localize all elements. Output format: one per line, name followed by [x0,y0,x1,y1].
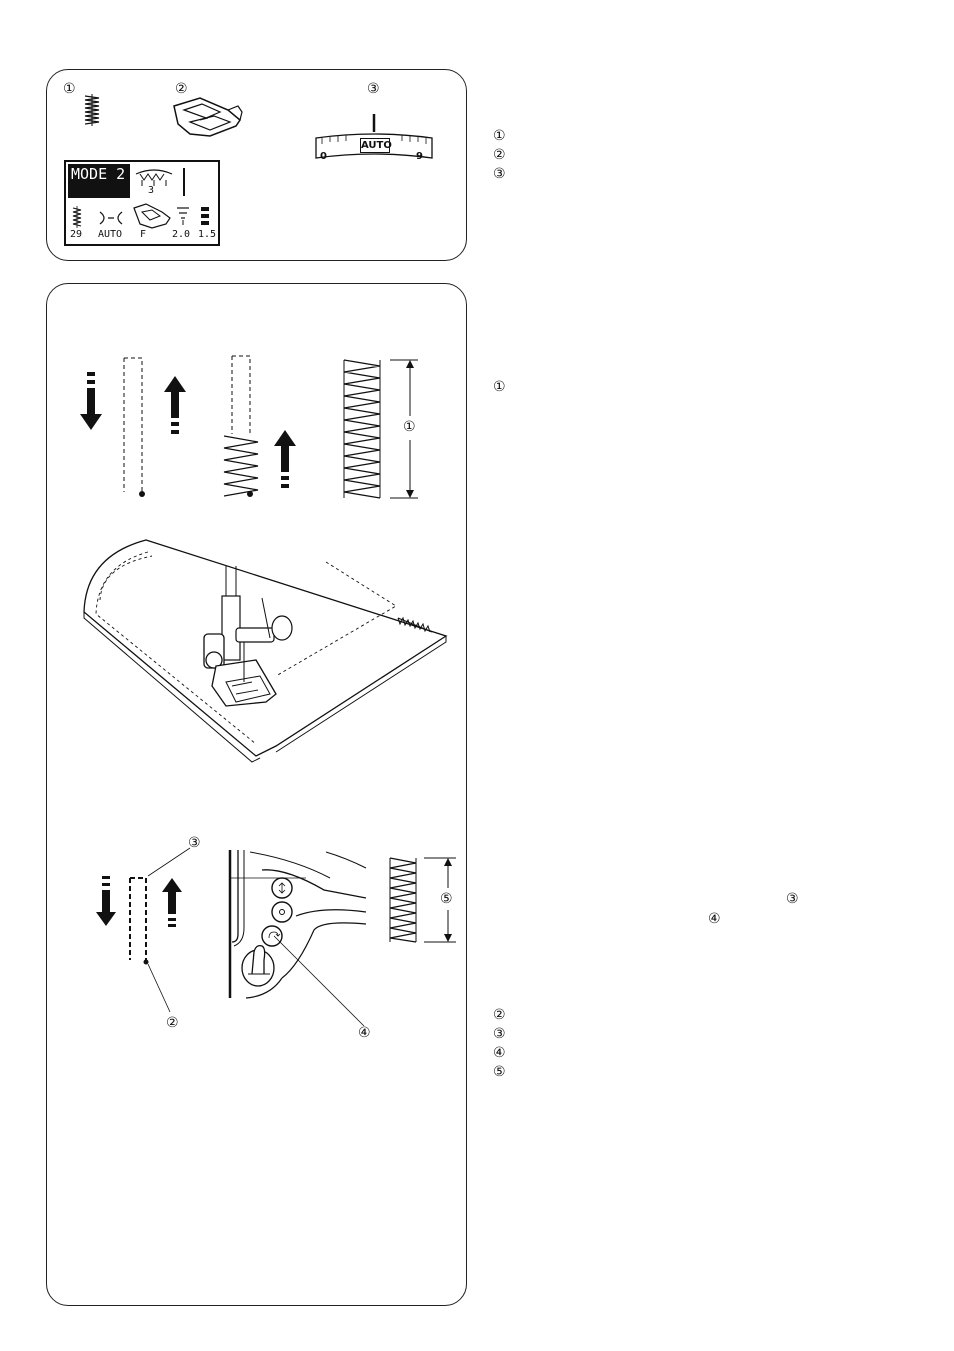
reverse-arrow-icon [162,878,182,928]
lcd-pattern-number: 29 [70,229,83,240]
forward-arrow-icon [96,876,116,928]
lcd-tension-value: AUTO [98,229,123,240]
lcd-foot-value: F [140,229,147,240]
basting-column-1 [120,356,150,502]
lcd-length-value: 1.5 [198,229,217,240]
foot-icon [132,202,172,230]
marker-reverse-button: ④ [358,1025,371,1041]
fabric-sewing-illustration [76,536,452,760]
lcd-width-value: 2.0 [172,229,191,240]
inline-ref-3: ③ [786,891,799,907]
short-basting-column [126,876,156,968]
needle-icon [180,168,188,198]
lcd-screen [64,160,220,246]
marker-tension-dial: ③ [367,81,380,97]
legend-bottom-3: ③ [493,1026,506,1042]
forward-arrow-icon [80,372,102,432]
leader-line-start [140,846,192,880]
reverse-arrow-icon [164,376,186,436]
short-bar-tack-stitch [388,856,418,944]
marker-bar-tack-length: ① [403,419,416,435]
legend-top-2: ② [493,147,506,163]
marker-stitch-pattern: ① [63,81,76,97]
legend-bottom-2: ② [493,1007,506,1023]
bar-tack-stitch [342,358,382,500]
presser-foot-icon [170,96,245,141]
dial-min-label: 0 [320,151,327,162]
marker-start-point: ③ [188,835,201,851]
legend-top-1: ① [493,128,506,144]
legend-bottom-5: ⑤ [493,1064,506,1080]
dial-max-label: 9 [416,151,423,162]
leader-line-reverse-button [272,934,372,1028]
inline-ref-4: ④ [708,911,721,927]
dial-auto-label: AUTO [361,140,392,151]
stitch-width-icon [176,206,190,226]
lcd-mode-label: MODE 2 [68,164,130,198]
leader-line-end [146,962,176,1014]
legend-bottom-4: ④ [493,1045,506,1061]
stitch-pattern-icon [82,94,102,126]
lcd-needle-value: 3 [148,185,155,196]
tension-icon [98,210,124,226]
marker-short-bar-tack-length: ⑤ [440,891,453,907]
stitch-length-icon [200,206,210,228]
marker-end-point: ② [166,1015,179,1031]
reverse-arrow-icon [274,430,296,490]
pattern-icon [72,206,82,228]
legend-top-3: ③ [493,166,506,182]
legend-mid-1: ① [493,379,506,395]
marker-presser-foot: ② [175,81,188,97]
basting-column-2 [222,354,262,502]
